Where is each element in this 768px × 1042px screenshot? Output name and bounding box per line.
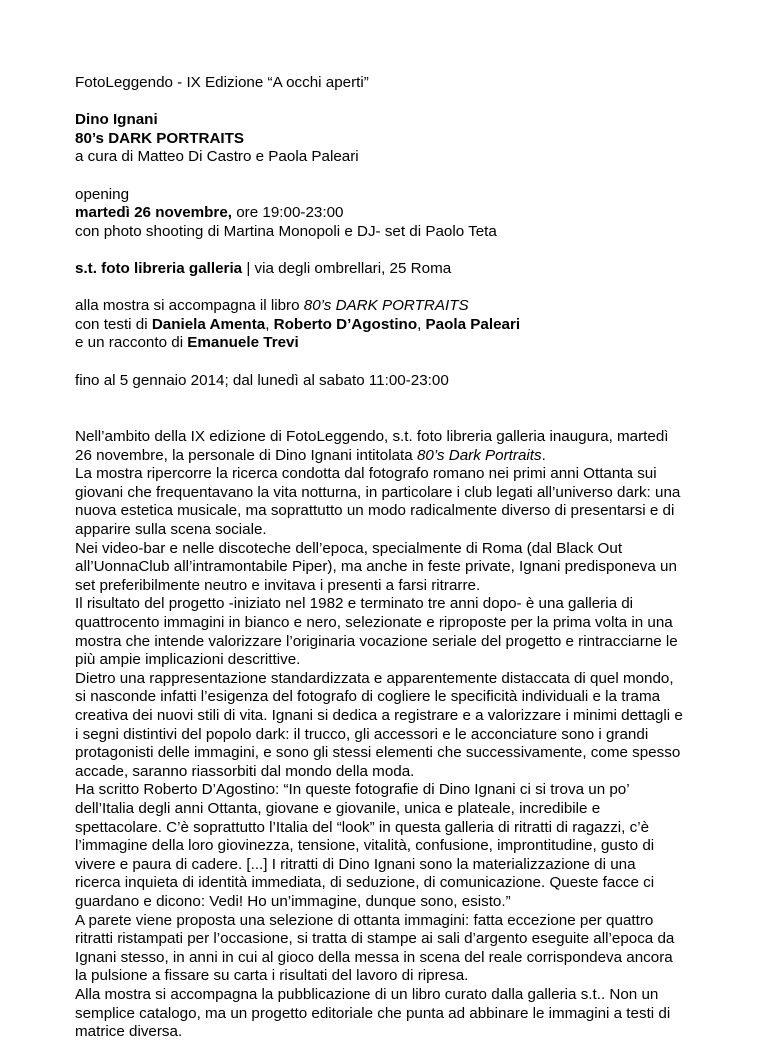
body-line: La mostra ripercorre la ricerca condotta dal fotografo romano nei primi anni Ottanta sui bbox=[75, 465, 657, 483]
body-line: quattrocento immagini in bianco e nero, selezionate e riproposte per la prima volta in una bbox=[75, 614, 673, 632]
separator: , bbox=[265, 315, 274, 333]
curators: a cura di Matteo Di Castro e Paola Paleari bbox=[75, 148, 359, 166]
body-line: Ignani stesso, in anni in cui al gioco della messa in scena del reale corrispondeva ancora bbox=[75, 948, 673, 966]
opening-time: ore 19:00-23:00 bbox=[232, 204, 344, 222]
venue bbox=[75, 260, 715, 279]
body-line: accade, saranno riassorbiti dal mondo della moda. bbox=[75, 762, 415, 780]
body-line: apparire sulla scena sociale. bbox=[75, 521, 267, 539]
body-line: Dietro una rappresentazione standardizzata e apparentemente distaccata di quel mondo, bbox=[75, 669, 674, 687]
body-line: i segni distintivi del popolo dark: il trucco, gli accessori e le acconciature sono i grandi bbox=[75, 725, 649, 743]
body-line: Nell’ambito della IX edizione di FotoLeggendo, s.t. foto libreria galleria inaugura, martedì bbox=[75, 428, 669, 446]
book-info bbox=[75, 297, 715, 353]
opening-datetime bbox=[75, 204, 715, 223]
opening-info bbox=[75, 186, 715, 242]
body-line: protagonisti delle immagini, e sono gli stessi elementi che successivamente, come spesso bbox=[75, 744, 681, 762]
opening-date: martedì 26 novembre, bbox=[75, 204, 232, 222]
book-author: Roberto D’Agostino bbox=[273, 315, 418, 333]
exhibition-info bbox=[75, 111, 715, 167]
body-line: Il risultato del progetto -iniziato nel 1982 e terminato tre anni dopo- è una galleria di bbox=[75, 595, 634, 613]
venue-address: | via degli ombrellari, 25 Roma bbox=[242, 259, 452, 277]
body-line: dell’Italia degli anni Ottanta, giovane e giovanile, unica e plateale, incredibile e bbox=[75, 799, 601, 817]
body-line: Alla mostra si accompagna la pubblicazione di un libro curato dalla galleria s.t.. Non un bbox=[75, 985, 659, 1003]
document-page bbox=[75, 74, 715, 1042]
body-line: più ampie implicazioni descrittive. bbox=[75, 651, 301, 669]
venue-name: s.t. foto libreria galleria bbox=[75, 259, 243, 277]
separator: , bbox=[417, 315, 426, 333]
body-show-title: 80’s Dark Portraits bbox=[416, 446, 542, 464]
body-line: A parete viene proposta una selezione di ottanta immagini: fatta eccezione per quattro bbox=[75, 911, 654, 929]
body-line bbox=[75, 447, 715, 466]
book-title: 80’s DARK PORTRAITS bbox=[303, 297, 469, 315]
body-line: matrice diversa. bbox=[75, 1023, 183, 1041]
book-story-author: Emanuele Trevi bbox=[187, 334, 299, 352]
body-line: giovani che frequentavano la vita notturna, in particolare i club legati all’universo dark: una bbox=[75, 483, 681, 501]
show-title: 80’s DARK PORTRAITS bbox=[75, 129, 245, 147]
exhibition-dates: fino al 5 gennaio 2014; dal lunedì al sabato 11:00-23:00 bbox=[75, 371, 449, 389]
opening-extra: con photo shooting di Martina Monopoli e DJ- set di Paolo Teta bbox=[75, 222, 497, 240]
body-line: si nasconde infatti l’esigenza del fotografo di cogliere le specificità individuali e la trama bbox=[75, 688, 661, 706]
book-author: Daniela Amenta bbox=[151, 315, 266, 333]
body-line: mostra che intende valorizzare l’originaria vocazione seriale del progetto e rintracciarne le bbox=[75, 632, 678, 650]
body-line: guardano e dicono: Vedi! Ho un’immagine, dunque sono, esisto.” bbox=[75, 892, 511, 910]
body-line: semplice catalogo, ma un progetto editoriale che punta ad abbinare le immagini a testi di bbox=[75, 1004, 671, 1022]
body-line: vivere e paura di cadere. [...] I ritratti di Dino Ignani sono la materializzazione di una bbox=[75, 855, 636, 873]
body-line: spettacolare. C’è soprattutto l’Italia del “look” in questa galleria di ritratti di ragazzi, c’è bbox=[75, 818, 650, 836]
book-author: Paola Paleari bbox=[425, 315, 521, 333]
book-intro: alla mostra si accompagna il libro bbox=[75, 297, 304, 315]
body-line: set preferibilmente neutro e invitava i presenti a farsi ritrarre. bbox=[75, 576, 481, 594]
body-line: ricerca inquieta di identità immediata, di seduzione, di comunicazione. Queste facce ci bbox=[75, 874, 655, 892]
body-line: nuova estetica musicale, ma soprattutto un modo radicalmente diverso di presentarsi e di bbox=[75, 502, 675, 520]
press-release-body bbox=[75, 428, 715, 1042]
opening-label: opening bbox=[75, 185, 130, 203]
body-line: Nei video-bar e nelle discoteche dell’epoca, specialmente di Roma (dal Black Out bbox=[75, 539, 623, 557]
body-line: ritratti ristampati per l’occasione, si tratta di stampe ai sali d’argento eseguite all’epoca da bbox=[75, 930, 675, 948]
body-line: Ha scritto Roberto D’Agostino: “In queste fotografie di Dino Ignani ci si trova un po’ bbox=[75, 781, 630, 799]
book-story-intro: e un racconto di bbox=[75, 334, 188, 352]
event-title: FotoLeggendo - IX Edizione “A occhi aperti” bbox=[75, 74, 369, 91]
body-line: creativa dei nuovi stili di vita. Ignani si dedica a registrare e a valorizzare i minimi dettagli e bbox=[75, 707, 683, 724]
body-text: . bbox=[541, 446, 546, 464]
artist-name: Dino Ignani bbox=[75, 111, 158, 129]
book-texts-intro: con testi di bbox=[75, 315, 152, 333]
body-line: l’immagine della loro giovinezza, tensione, vitalità, confusione, improntitudine, gusto di bbox=[75, 837, 655, 855]
body-line: la pulsione a fissare su carta i risultati del lavoro di ripresa. bbox=[75, 967, 469, 985]
body-text: 26 novembre, la personale di Dino Ignani intitolata bbox=[75, 446, 417, 464]
body-line: all’UonnaClub all’intramontabile Piper), ma anche in feste private, Ignani predisponeva un bbox=[75, 558, 677, 576]
